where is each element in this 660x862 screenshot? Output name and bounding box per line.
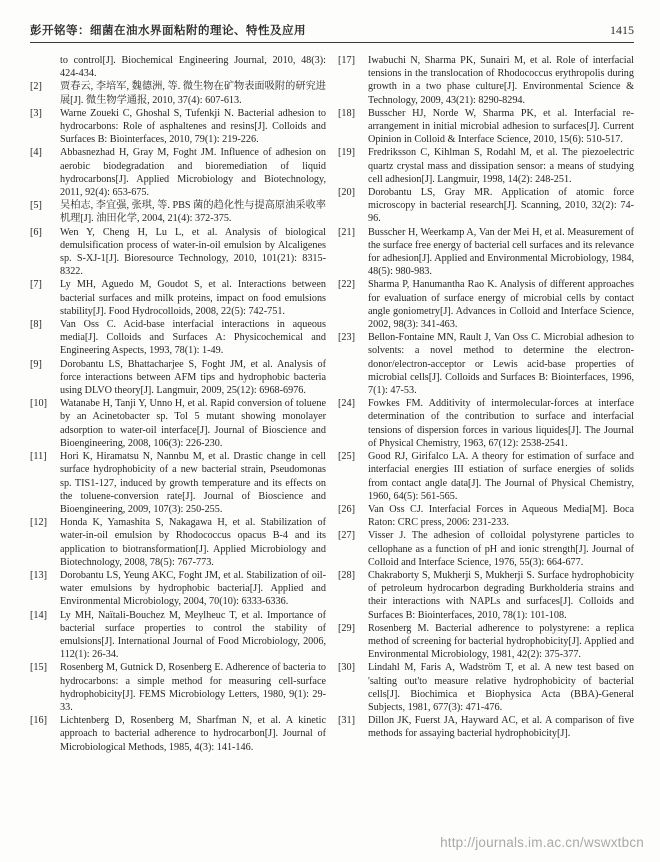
reference-number: [30] xyxy=(338,662,355,674)
reference-text: Fredriksson C, Kihlman S, Rodahl M, et al. The piezoelectric quartz crystal mass and dissipation sensor: a means of studying cell adhesion[J]. Langmuir, 1998, 14(2): 248-251. xyxy=(368,147,634,185)
reference-item xyxy=(338,226,634,279)
references-left-column xyxy=(30,54,326,754)
reference-item xyxy=(30,358,326,398)
references-right-column xyxy=(338,54,634,754)
reference-number: [12] xyxy=(30,517,47,529)
reference-number: [17] xyxy=(338,55,355,66)
reference-number: [28] xyxy=(338,569,355,581)
reference-item xyxy=(338,503,634,529)
reference-number: [10] xyxy=(30,398,47,410)
reference-number: [31] xyxy=(338,715,355,727)
reference-item xyxy=(30,199,326,225)
reference-text: Visser J. The adhesion of colloidal polystyrene particles to cellophane as a function of pH and ionic strength[J]. Journal of Colloid and Interface Science, 1976, 55(3): 664-677. xyxy=(368,530,634,568)
reference-item xyxy=(338,529,634,569)
reference-number: [25] xyxy=(338,451,355,463)
reference-text: Rosenberg M, Gutnick D, Rosenberg E. Adherence of bacteria to hydrocarbons: a simple method for measuring cell-surface hydrophobicity[J]. FEMS Microbiology Letters, 1980, 9(1): 29-33. xyxy=(60,662,326,713)
reference-item xyxy=(30,318,326,358)
reference-item xyxy=(338,331,634,397)
reference-text: Busscher HJ, Norde W, Sharma PK, et al. Interfacial re-arrangement in initial microbial adhesion to surfaces[J]. Current Opinion in Colloid & Interface Science, 2010, 15(6): 510-517. xyxy=(368,107,634,146)
reference-number: [14] xyxy=(30,609,47,621)
reference-text: Fowkes FM. Additivity of intermolecular-forces at interface determination of the contribution to surface and interfacial tensions of dispersion forces in various liquides[J]. The Journal of Physical Chemistry, 1963, 67(12): 2538-2541. xyxy=(368,398,634,449)
reference-item xyxy=(30,714,326,754)
reference-number: [26] xyxy=(338,503,355,515)
reference-item xyxy=(338,146,634,186)
reference-text: 贾春云, 李培军, 魏德洲, 等. 微生物在矿物表面吸附的研究进展[J]. 微生物学通报, 2010, 37(4): 607-613. xyxy=(60,81,326,106)
reference-text: Van Oss CJ. Interfacial Forces in Aqueous Media[M]. Boca Raton: CRC press, 2006: 231-233. xyxy=(368,503,634,529)
reference-text: Busscher H, Weerkamp A, Van der Mei H, et al. Measurement of the surface free energy of bacterial cell surfaces and its relevance for adhesion[J]. Applied and Environmental Microbiology, 1984, 48(5): 980-983. xyxy=(368,226,634,278)
reference-number: [20] xyxy=(338,187,355,199)
reference-number: [8] xyxy=(30,319,42,331)
journal-url-watermark: http://journals.im.ac.cn/wswxtbcn xyxy=(440,835,644,850)
reference-number: [29] xyxy=(338,622,355,634)
reference-number: [18] xyxy=(338,107,355,119)
reference-text: Wen Y, Cheng H, Lu L, et al. Analysis of biological demulsification process of water-in-oil emulsion by Alcaligenes sp. S-XJ-1[J]. Bioresource Technology, 2010, 101(21): 8315-8322. xyxy=(60,226,326,278)
reference-text: Chakraborty S, Mukherji S, Mukherji S. Surface hydrophobicity of petroleum hydrocarbon degrading Burkholderia strains and their interactions with NAPLs and surfaces[J]. Colloids and Surfaces B: Biointerfaces, 2010, 78(1): 101-108. xyxy=(368,569,634,621)
reference-text: Iwabuchi N, Sharma PK, Sunairi M, et al. Role of interfacial tensions in the translocation of Rhodococcus erythropolis during growth in a two phase culture[J]. Environmental Science & Technology, 2009, 43(21): 8290-8294. xyxy=(368,55,634,106)
reference-number: [5] xyxy=(30,200,42,212)
reference-text: Ly MH, Naïtali-Bouchez M, Meylheuc T, et al. Importance of bacterial surface properties to control the stability of emulsions[J]. International Journal of Food Microbiology, 2006, 112(1): 26-34. xyxy=(60,609,326,661)
reference-number: [23] xyxy=(338,332,355,344)
running-title: 彭开铭等：细菌在油水界面粘附的理论、特性及应用 xyxy=(30,25,306,37)
page-number: 1415 xyxy=(610,23,634,37)
reference-item xyxy=(338,622,634,662)
reference-item xyxy=(338,278,634,331)
reference-text: Rosenberg M. Bacterial adherence to polystyrene: a replica method of screening for bacterial hydrophobicity[J]. Applied and Environmental Microbiology, 1981, 42(2): 375-377. xyxy=(368,622,634,661)
reference-item xyxy=(338,107,634,147)
reference-item xyxy=(338,54,634,107)
reference-item xyxy=(30,146,326,199)
reference-item xyxy=(30,569,326,609)
reference-number: [19] xyxy=(338,147,355,159)
reference-text: Lindahl M, Faris A, Wadström T, et al. A new test based on 'salting out'to measure relative hydrophobicity of bacterial cells[J]. Biochimica et Biophysica Acta (BBA)-General Subjects, 1981, 677(3): 471-476. xyxy=(368,662,634,713)
reference-item xyxy=(338,661,634,714)
reference-number: [11] xyxy=(30,451,47,463)
reference-text: 吴柏志, 李宜强, 张琪, 等. PBS 菌的趋化性与提高原油采收率机理[J]. 油田化学, 2004, 21(4): 372-375. xyxy=(60,200,326,225)
reference-text: Bellon-Fontaine MN, Rault J, Van Oss C. Microbial adhesion to solvents: a novel method to determine the electron-donor/electron-acceptor or Lewis acid-base properties of microbial cells[J]. Colloids and Surfaces B: Biointerfaces, 1996, 7(1): 47-53. xyxy=(368,332,634,397)
reference-number: [15] xyxy=(30,662,47,674)
reference-item xyxy=(30,609,326,662)
reference-text: Warne Zoueki C, Ghoshal S, Tufenkji N. Bacterial adhesion to hydrocarbons: Role of asphaltenes and resins[J]. Colloids and Surfaces B: Biointerfaces, 2010, 79(1): 219-226. xyxy=(60,107,326,146)
reference-item xyxy=(30,278,326,318)
reference-item xyxy=(338,186,634,226)
reference-text: Ly MH, Aguedo M, Goudot S, et al. Interactions between bacterial surfaces and milk proteins, impact on food emulsions stability[J]. Food Hydrocolloids, 2008, 22(5): 742-751. xyxy=(60,279,326,317)
reference-text: Honda K, Yamashita S, Nakagawa H, et al. Stabilization of water-in-oil emulsion by Rhodococcus opacus B-4 and its application to biotransformation[J]. Applied Microbiology and Biotechnology, 2008, 78(5): 767-773. xyxy=(60,517,326,568)
reference-text: Good RJ, Girifalco LA. A theory for estimation of surface and interfacial energies III estiation of surface energies of solids from contact angle data[J]. The Journal of Physical Chemistry, 1960, 64(5): 561-565. xyxy=(368,451,634,502)
reference-item xyxy=(338,714,634,740)
reference-text: Dorobantu LS, Bhattacharjee S, Foght JM, et al. Analysis of force interactions between AFM tips and hydrophobic bacteria using DLVO theory[J]. Langmuir, 2009, 25(12): 6968-6976. xyxy=(60,358,326,397)
reference-item xyxy=(338,450,634,503)
reference-item xyxy=(30,80,326,106)
reference-number: [27] xyxy=(338,530,355,542)
reference-item xyxy=(30,516,326,569)
reference-text: Watanabe H, Tanji Y, Unno H, et al. Rapid conversion of toluene by an Acinetobacter sp. Tol 5 mutant showing monolayer adsorption to water-oil interface[J]. Journal of Bioscience and Bioengineering, 2008, 106(3): 226-230. xyxy=(60,398,326,449)
reference-number: [21] xyxy=(338,226,355,238)
reference-number: [3] xyxy=(30,107,42,119)
reference-text: to control[J]. Biochemical Engineering Journal, 2010, 48(3): 424-434. xyxy=(60,55,326,80)
reference-item xyxy=(30,54,326,80)
reference-text: Hori K, Hiramatsu N, Nannbu M, et al. Drastic change in cell surface hydrophobicity of a new bacterial strain, Pseudomonas sp. TIS1-127, induced by growth temperature and its effects on the toluene-conversion rate[J]. Journal of Bioscience and Bioengineering, 2009, 107(3): 250-255. xyxy=(60,451,326,515)
reference-text: Dorobantu LS, Yeung AKC, Foght JM, et al. Stabilization of oil-water emulsions by hydrophobic bacteria[J]. Applied and Environmental Microbiology, 2004, 70(10): 6333-6336. xyxy=(60,569,326,608)
reference-text: Van Oss C. Acid-base interfacial interactions in aqueous media[J]. Colloids and Surfaces A: Physicochemical and Engineering Aspects, 1993, 78(1): 1-49. xyxy=(60,319,326,357)
references-section xyxy=(30,54,634,754)
reference-number: [16] xyxy=(30,715,47,727)
reference-text: Lichtenberg D, Rosenberg M, Sharfman N, et al. A kinetic approach to bacterial adherence to hydrocarbon[J]. Journal of Microbiological Methods, 1985, 4(3): 141-146. xyxy=(60,715,326,753)
reference-number: [9] xyxy=(30,358,42,370)
reference-number: [22] xyxy=(338,279,355,291)
reference-number: [13] xyxy=(30,569,47,581)
reference-number: [2] xyxy=(30,81,42,93)
reference-item xyxy=(30,450,326,516)
reference-text: Dorobantu LS, Gray MR. Application of atomic force microscopy in bacterial research[J]. Scanning, 2010, 32(2): 74-96. xyxy=(368,187,634,225)
page-header xyxy=(30,16,634,43)
reference-number: [7] xyxy=(30,279,42,291)
reference-item xyxy=(30,107,326,147)
reference-number: [4] xyxy=(30,147,42,159)
reference-number: [6] xyxy=(30,226,42,238)
reference-text: Dillon JK, Fuerst JA, Hayward AC, et al. A comparison of five methods for assaying bacterial hydrophobicity[J]. xyxy=(368,715,634,740)
reference-text: Abbasnezhad H, Gray M, Foght JM. Influence of adhesion on aerobic biodegradation and bioremediation of liquid hydrocarbons[J]. Applied Microbiology and Biotechnology, 2011, 92(4): 653-675. xyxy=(60,147,326,199)
reference-number: [24] xyxy=(338,398,355,410)
reference-item xyxy=(338,397,634,450)
reference-item xyxy=(30,661,326,714)
reference-item xyxy=(30,226,326,279)
reference-item xyxy=(30,397,326,450)
reference-text: Sharma P, Hanumantha Rao K. Analysis of different approaches for evaluation of surface energy of microbial cells by contact angle goniometry[J]. Advances in Colloid and Interface Science, 2002, 98(3): 341-463. xyxy=(368,279,634,331)
reference-item xyxy=(338,569,634,622)
